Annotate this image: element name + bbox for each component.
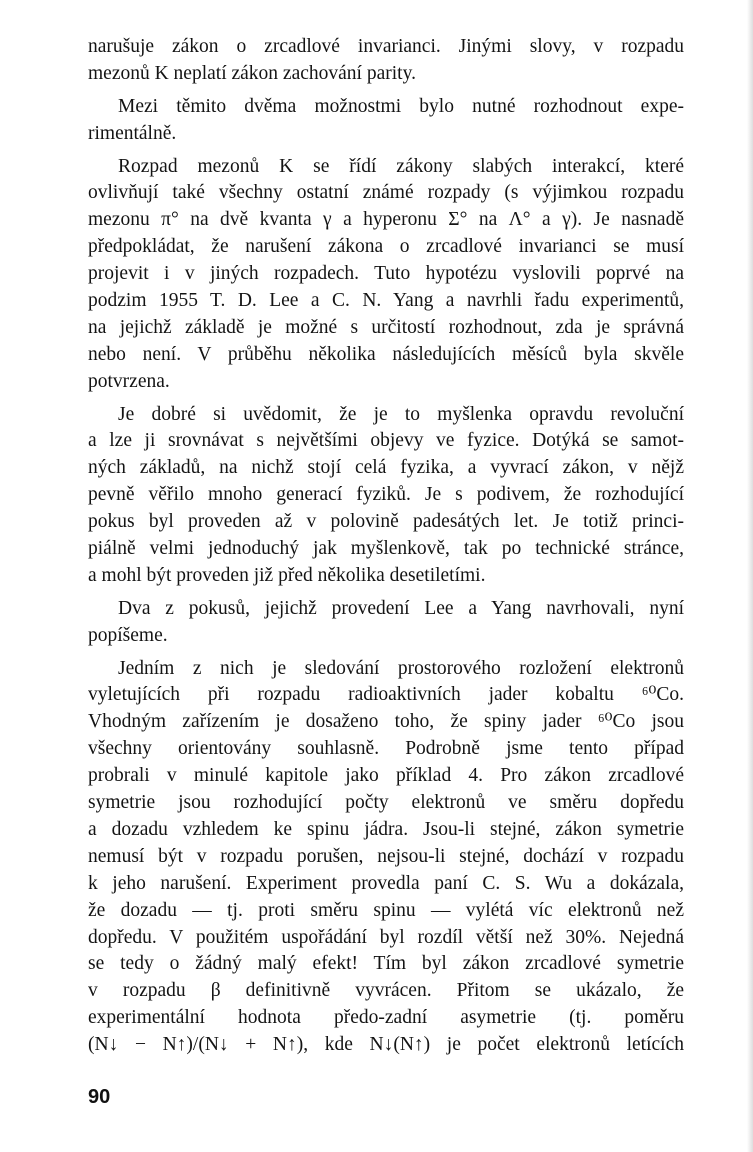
text-line: Dva z pokusů, jejichž provedení Lee a Yang navrhovali, nyní xyxy=(118,597,684,619)
text-line: potvrzena. xyxy=(88,370,170,392)
text-line: vyletujících při rozpadu radioaktivních jader kobaltu ⁶⁰Co. xyxy=(88,684,684,706)
text-line: Rozpad mezonů K se řídí zákony slabých interakcí, které xyxy=(118,155,684,177)
text-line: ovlivňují také všechny ostatní známé rozpady (s výjimkou rozpadu xyxy=(88,182,684,204)
text-line: ných základů, na nichž stojí celá fyzika, a vyvrací zákon, v nějž xyxy=(88,457,684,479)
text-line: a dozadu vzhledem ke spinu jádra. Jsou-li stejné, zákon symetrie xyxy=(88,818,684,840)
text-line: popíšeme. xyxy=(88,624,168,646)
text-line: pokus byl proveden až v polovině padesátých let. Je totiž princi- xyxy=(88,511,684,533)
text-line: v rozpadu β definitivně vyvrácen. Přitom se ukázalo, že xyxy=(88,980,684,1002)
text-line: Mezi těmito dvěma možnostmi bylo nutné rozhodnout expe- xyxy=(118,95,684,117)
text-line: se tedy o žádný malý efekt! Tím byl zákon zrcadlové symetrie xyxy=(88,953,684,975)
text-line: experimentální hodnota předo-zadní asymetrie (tj. poměru xyxy=(88,1007,684,1029)
text-line: podzim 1955 T. D. Lee a C. N. Yang a navrhli řadu experimentů, xyxy=(88,290,684,312)
text-line: nemusí být v rozpadu porušen, nejsou-li stejné, dochází v rozpadu xyxy=(88,845,684,867)
text-line: dopředu. V použitém uspořádání byl rozdíl větší než 30%. Nejedná xyxy=(88,926,684,948)
text-line: (N↓ − N↑)/(N↓ + N↑), kde N↓(N↑) je počet elektronů letících xyxy=(88,1034,684,1056)
text-line: Jedním z nich je sledování prostorového rozložení elektronů xyxy=(118,657,684,679)
text-line: že dozadu — tj. proti směru spinu — vylétá víc elektronů než xyxy=(88,899,684,921)
text-line: k jeho narušení. Experiment provedla paní C. S. Wu a dokázala, xyxy=(88,872,684,894)
text-line: předpokládat, že narušení zákona o zrcadlové invarianci se musí xyxy=(88,236,684,258)
text-line: symetrie jsou rozhodující počty elektronů ve směru dopředu xyxy=(88,792,684,814)
text-line: rimentálně. xyxy=(88,122,177,144)
book-page-text xyxy=(88,34,684,1059)
text-line: pevně věřilo mnoho generací fyziků. Je s podivem, že rozhodující xyxy=(88,484,684,506)
text-line: projevit i v jiných rozpadech. Tuto hypotézu vyslovili poprvé na xyxy=(88,263,684,285)
text-line: piálně velmi jednoduchý jak myšlenkově, tak po technické stránce, xyxy=(88,538,684,560)
text-line: a lze ji srovnávat s největšími objevy ve fyzice. Dotýká se samot- xyxy=(88,430,684,452)
text-line: nebo není. V průběhu několika následujících měsíců byla skvěle xyxy=(88,343,684,365)
text-line: mezonu π° na dvě kvanta γ a hyperonu Σ° na Λ° a γ). Je nasnadě xyxy=(88,209,684,231)
text-line: probrali v minulé kapitole jako příklad 4. Pro zákon zrcadlové xyxy=(88,765,684,787)
text-line: Je dobré si uvědomit, že je to myšlenka opravdu revoluční xyxy=(118,403,684,425)
text-line: mezonů K neplatí zákon zachování parity. xyxy=(88,62,416,84)
text-line: na jejichž základě je možné s určitostí rozhodnout, zda je správná xyxy=(88,316,684,338)
text-line: narušuje zákon o zrcadlové invarianci. Jinými slovy, v rozpadu xyxy=(88,36,684,57)
text-line: a mohl být proveden již před několika desetiletími. xyxy=(88,564,486,586)
page-edge-shadow xyxy=(747,0,753,1152)
text-line: Vhodným zařízením je dosaženo toho, že spiny jader ⁶⁰Co jsou xyxy=(88,711,684,733)
page-number: 90 xyxy=(88,1086,111,1108)
text-line: všechny orientovány souhlasně. Podrobně jsme tento případ xyxy=(88,738,684,760)
